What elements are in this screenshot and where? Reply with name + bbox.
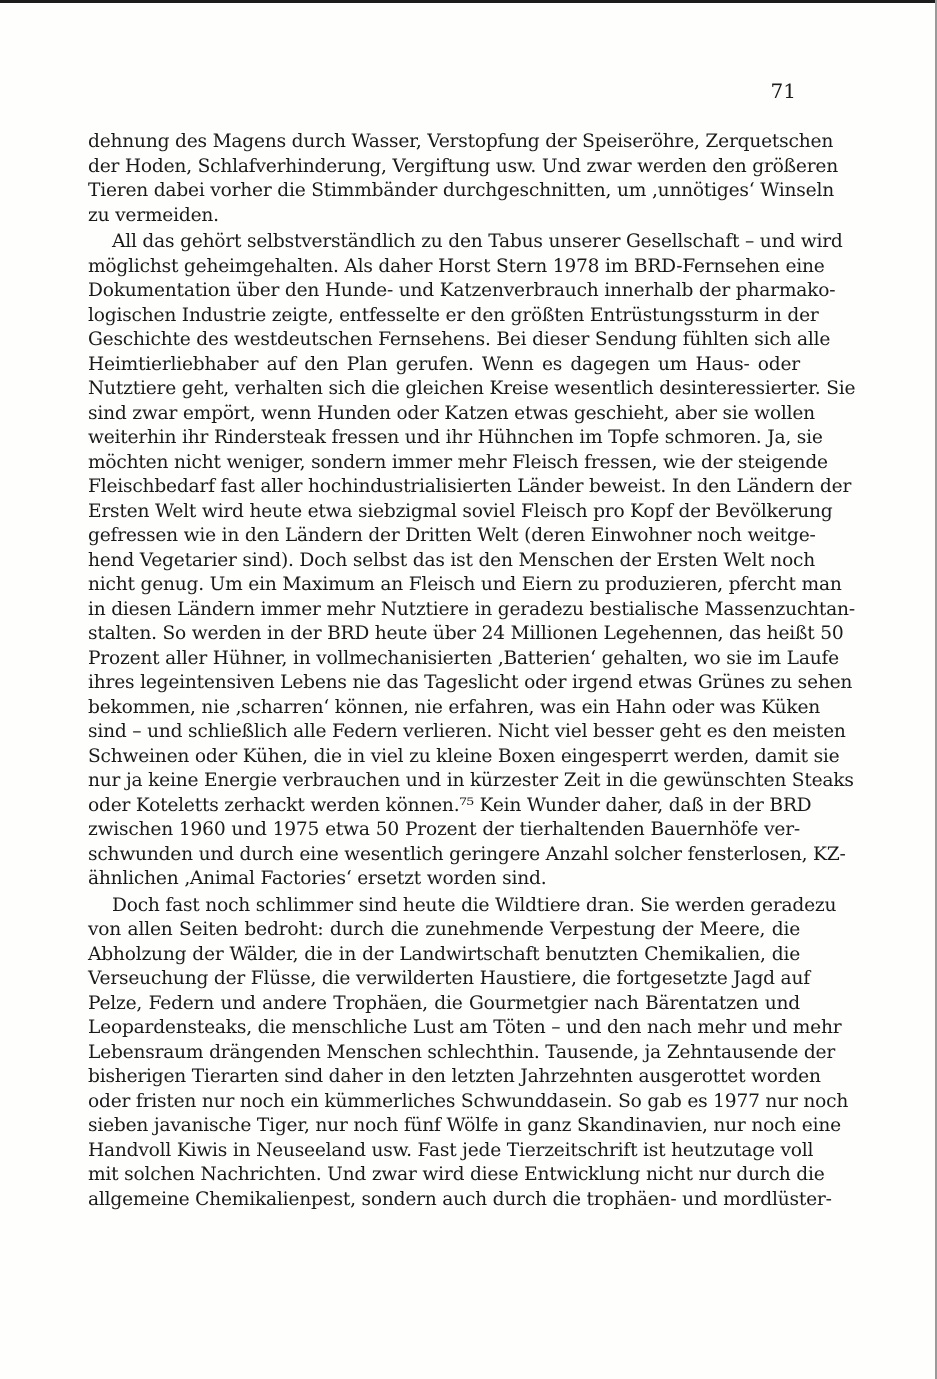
text-line: Tieren dabei vorher die Stimmbänder durchgeschnitten, um ‚unnötiges‘ Winseln: [88, 180, 834, 201]
text-line: zu vermeiden.: [88, 204, 219, 226]
text-line: Schweinen oder Kühen, die in viel zu kleine Boxen eingesperrt werden, damit sie: [88, 745, 840, 767]
top-scan-edge: [0, 0, 937, 3]
text-line: bisherigen Tierarten sind daher in den letzten Jahrzehnten ausgerottet worden: [88, 1066, 821, 1087]
text-line: bekommen, nie ‚scharren‘ können, nie erfahren, was ein Hahn oder was Küken: [88, 696, 821, 718]
text-line: Lebensraum drängenden Menschen schlechthin. Tausende, ja Zehntausende der: [88, 1041, 836, 1063]
text-line: Ersten Welt wird heute etwa siebzigmal soviel Fleisch pro Kopf der Bevölkerung: [88, 500, 833, 522]
text-line: Heimtierliebhaber auf den Plan gerufen. Wenn es dagegen um Haus- oder: [88, 353, 800, 375]
text-line: Nutztiere geht, verhalten sich die gleichen Kreise wesentlich desinteressierter. Sie: [88, 378, 856, 399]
text-line: Leopardensteaks, die menschliche Lust am Töten – und den nach mehr und mehr: [88, 1017, 842, 1038]
body-text: [88, 130, 856, 1214]
text-line: weiterhin ihr Rindersteak fressen und ihr Hühnchen im Topfe schmoren. Ja, sie: [88, 427, 823, 448]
text-line: zwischen 1960 und 1975 etwa 50 Prozent der tierhaltenden Bauernhöfe ver-: [88, 819, 800, 840]
text-line: von allen Seiten bedroht: durch die zunehmende Verpestung der Meere, die: [88, 919, 800, 940]
text-line: hend Vegetarier sind). Doch selbst das ist den Menschen der Ersten Welt noch: [88, 549, 816, 571]
text-line: gefressen wie in den Ländern der Dritten Welt (deren Einwohner noch weitge-: [88, 525, 816, 546]
paragraph: [88, 130, 838, 228]
text-line: möchten nicht weniger, sondern immer mehr Fleisch fressen, wie der steigende: [88, 451, 828, 473]
text-line: nur ja keine Energie verbrauchen und in kürzester Zeit in die gewünschten Steaks: [88, 770, 854, 791]
text-line: ähnlichen ‚Animal Factories‘ ersetzt worden sind.: [88, 868, 547, 889]
text-line: der Hoden, Schlafverhinderung, Vergiftung usw. Und zwar werden den größeren: [88, 155, 838, 177]
text-line: Prozent aller Hühner, in vollmechanisierten ‚Batterien‘ gehalten, wo sie im Laufe: [88, 647, 839, 669]
text-line: Dokumentation über den Hunde- und Katzenverbrauch innerhalb der pharmako-: [88, 280, 836, 301]
text-line: All das gehört selbstverständlich zu den Tabus unserer Gesellschaft – und wird: [112, 231, 843, 252]
text-line: oder Koteletts zerhackt werden können.⁷⁵ Kein Wunder daher, daß in der BRD: [88, 794, 812, 816]
paragraph: [88, 894, 849, 1213]
text-line: dehnung des Magens durch Wasser, Verstopfung der Speiseröhre, Zerquetschen: [88, 131, 834, 152]
page-number: 71: [770, 79, 796, 103]
text-line: logischen Industrie zeigte, entfesselte er den größten Entrüstungssturm in der: [88, 304, 819, 326]
text-line: allgemeine Chemikalienpest, sondern auch durch die trophäen- und mordlüster-: [88, 1188, 832, 1210]
text-line: sind – und schließlich alle Federn verlieren. Nicht viel besser geht es den meisten: [88, 721, 846, 742]
text-line: ihres legeintensiven Lebens nie das Tageslicht oder irgend etwas Grünes zu sehen: [88, 672, 853, 693]
text-line: Geschichte des westdeutschen Fernsehens. Bei dieser Sendung fühlten sich alle: [88, 329, 831, 350]
text-line: mit solchen Nachrichten. Und zwar wird diese Entwicklung nicht nur durch die: [88, 1164, 825, 1185]
text-line: sieben javanische Tiger, nur noch fünf Wölfe in ganz Skandinavien, nur noch eine: [88, 1115, 841, 1136]
text-line: Doch fast noch schlimmer sind heute die Wildtiere dran. Sie werden geradezu: [112, 894, 837, 916]
text-line: in diesen Ländern immer mehr Nutztiere in geradezu bestialische Massenzuchtan-: [88, 598, 855, 620]
paragraph: [88, 230, 856, 892]
text-line: Handvoll Kiwis in Neuseeland usw. Fast jede Tierzeitschrift ist heutzutage voll: [88, 1139, 814, 1161]
text-line: oder fristen nur noch ein kümmerliches Schwunddasein. So gab es 1977 nur noch: [88, 1090, 849, 1112]
text-line: Fleischbedarf fast aller hochindustrialisierten Länder beweist. In den Ländern der: [88, 476, 852, 497]
text-line: nicht genug. Um ein Maximum an Fleisch und Eiern zu produzieren, pfercht man: [88, 574, 842, 595]
text-line: möglichst geheimgehalten. Als daher Horst Stern 1978 im BRD-Fernsehen eine: [88, 255, 825, 277]
text-line: Abholzung der Wälder, die in der Landwirtschaft benutzten Chemikalien, die: [88, 943, 800, 965]
text-line: sind zwar empört, wenn Hunden oder Katzen etwas geschieht, aber sie wollen: [88, 402, 815, 424]
text-line: Pelze, Federn und andere Trophäen, die Gourmetgier nach Bärentatzen und: [88, 992, 800, 1014]
text-line: Verseuchung der Flüsse, die verwilderten Haustiere, die fortgesetzte Jagd auf: [88, 968, 810, 989]
text-line: stalten. So werden in der BRD heute über 24 Millionen Legehennen, das heißt 50: [88, 623, 844, 644]
text-line: schwunden und durch eine wesentlich geringere Anzahl solcher fensterlosen, KZ-: [88, 843, 846, 865]
